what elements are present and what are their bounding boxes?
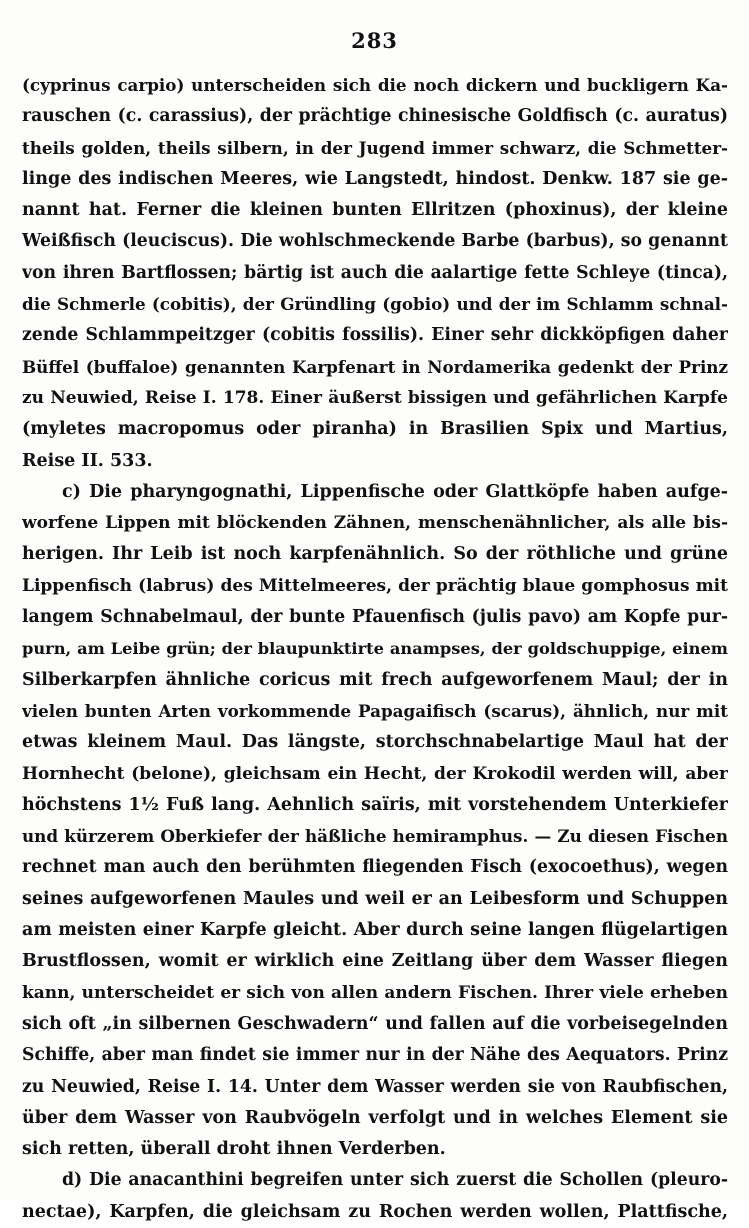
text-line: seines aufgeworfenen Maules und weil er an Leibesform und Schuppen bbox=[22, 888, 728, 909]
text-line: etwas kleinem Maul. Das längste, storchschnabelartige Maul hat der bbox=[22, 732, 728, 753]
text-line: am meisten einer Karpfe gleicht. Aber durch seine langen flügelartigen bbox=[22, 920, 728, 941]
text-line: Lippenfisch (labrus) des Mittelmeeres, der prächtig blaue gomphosus mit bbox=[22, 575, 728, 596]
text-line: theils golden, theils silbern, in der Jugend immer schwarz, die Schmetter- bbox=[22, 137, 728, 158]
page-number: 283 bbox=[351, 28, 398, 53]
text-line: Brustflossen, womit er wirklich eine Zeitlang über dem Wasser fliegen bbox=[22, 951, 728, 972]
text-line: langem Schnabelmaul, der bunte Pfauenfisch (julis pavo) am Kopfe pur- bbox=[22, 607, 728, 628]
text-line: Weißfisch (leuciscus). Die wohlschmeckende Barbe (barbus), so genannt bbox=[22, 231, 728, 252]
text-line: Reise II. 533. bbox=[22, 450, 153, 471]
section-d-heading-line: d) Die anacanthini begreifen unter sich zuerst die Schollen (pleuro- bbox=[62, 1170, 728, 1191]
text-line: über dem Wasser von Raubvögeln verfolgt und in welches Element sie bbox=[22, 1107, 728, 1128]
text-line: herigen. Ihr Leib ist noch karpfenähnlich. So der röthliche und grüne bbox=[22, 544, 728, 565]
text-line: und kürzerem Oberkiefer der häßliche hemiramphus. — Zu diesen Fischen bbox=[22, 826, 728, 847]
text-line: zu Neuwied, Reise I. 14. Unter dem Wasser werden sie von Raubfischen, bbox=[22, 1076, 728, 1097]
text-line: (myletes macropomus oder piranha) in Brasilien Spix und Martius, bbox=[22, 419, 728, 440]
text-line: Schiffe, aber man findet sie immer nur in der Nähe des Aequators. Prinz bbox=[22, 1045, 728, 1066]
text-line: worfene Lippen mit blöckenden Zähnen, menschenähnlicher, als alle bis- bbox=[22, 513, 728, 534]
text-line: Hornhecht (belone), gleichsam ein Hecht, der Krokodil werden will, aber bbox=[22, 763, 728, 784]
text-line: linge des indischen Meeres, wie Langstedt, hindost. Denkw. 187 sie ge- bbox=[22, 168, 728, 189]
text-line: nannt hat. Ferner die kleinen bunten Ellritzen (phoxinus), der kleine bbox=[22, 200, 728, 221]
text-line: rechnet man auch den berühmten fliegenden Fisch (exocoethus), wegen bbox=[22, 857, 728, 878]
text-line: Büffel (buffaloe) genannten Karpfenart in Nordamerika gedenkt der Prinz bbox=[22, 356, 728, 377]
text-line: höchstens 1½ Fuß lang. Aehnlich saïris, mit vorstehendem Unterkiefer bbox=[22, 794, 728, 815]
text-line: sich oft „in silbernen Geschwadern“ und fallen auf die vorbeisegelnden bbox=[22, 1013, 728, 1034]
text-line: (cyprinus carpio) unterscheiden sich die noch dickern und buckligern Ka- bbox=[22, 75, 728, 95]
section-c-heading-line: c) Die pharyngognathi, Lippenfische oder Glattköpfe haben aufge- bbox=[62, 481, 728, 502]
text-line: von ihren Bartflossen; bärtig ist auch die aalartige fette Schleye (tinca), bbox=[22, 262, 728, 283]
text-line: vielen bunten Arten vorkommende Papagaifisch (scarus), ähnlich, nur mit bbox=[22, 700, 728, 721]
text-line: sich retten, überall droht ihnen Verderben. bbox=[22, 1139, 446, 1160]
text-line: die Schmerle (cobitis), der Gründling (gobio) und der im Schlamm schnal- bbox=[22, 294, 728, 315]
text-line: zu Neuwied, Reise I. 178. Einer äußerst bissigen und gefährlichen Karpfe bbox=[22, 387, 728, 408]
body-text bbox=[22, 70, 728, 1228]
text-line: zende Schlammpeitzger (cobitis fossilis). Einer sehr dickköpfigen daher bbox=[22, 325, 728, 346]
text-line: Silberkarpfen ähnliche coricus mit frech aufgeworfenem Maul; der in bbox=[22, 669, 728, 690]
text-line: kann, unterscheidet er sich von allen andern Fischen. Ihrer viele erheben bbox=[22, 982, 728, 1003]
text-line: purn, am Leibe grün; der blaupunktirte anampses, der goldschuppige, einem bbox=[22, 639, 728, 659]
text-line: nectae), Karpfen, die gleichsam zu Rochen werden wollen, Plattfische, bbox=[22, 1201, 728, 1222]
text-line: rauschen (c. carassius), der prächtige chinesische Goldfisch (c. auratus) bbox=[22, 106, 728, 127]
